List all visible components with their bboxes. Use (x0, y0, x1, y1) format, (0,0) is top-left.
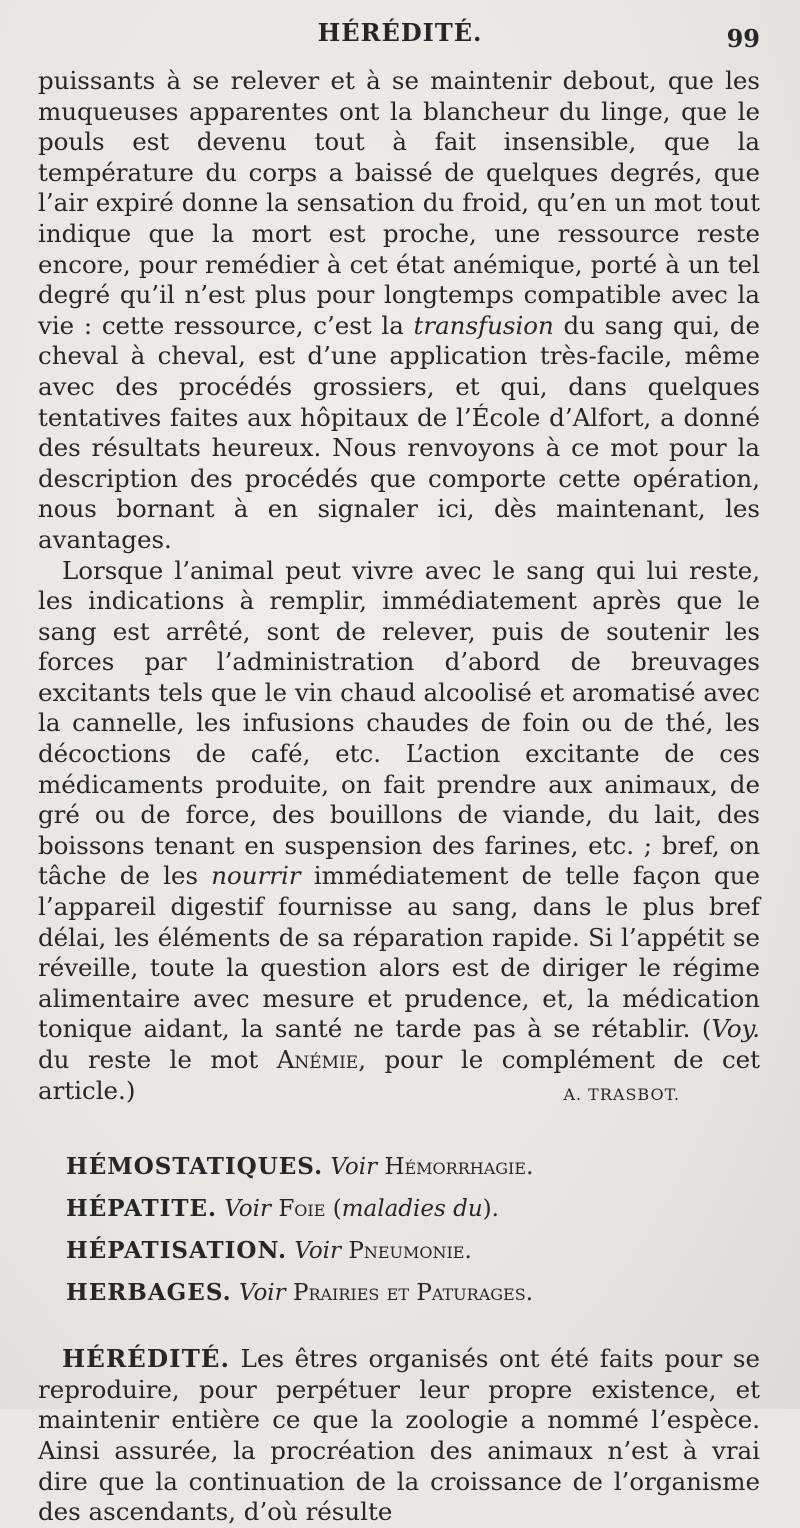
entry-voir: Voir (238, 1280, 286, 1307)
p2-text-g: , pour le complément de cet article.) (38, 1045, 761, 1105)
entry-herbages (66, 1272, 760, 1314)
entry-hepatisation (66, 1230, 760, 1272)
p2-ref-anemie: Anémie (276, 1045, 359, 1074)
author-signature: A. TRASBOT. (563, 1084, 680, 1104)
entry-target: Hémorrhagie (384, 1154, 527, 1181)
p2-text-e: du reste le mot (38, 1045, 277, 1074)
entry-head: HÉPATISATION. (66, 1237, 288, 1265)
entry-target: Foie (278, 1196, 326, 1223)
cross-reference-list (38, 1146, 760, 1314)
entry-target: Pneumonie (348, 1238, 465, 1265)
entry-head: HÉPATITE. (66, 1195, 217, 1223)
page-header (0, 18, 800, 58)
paragraph-transfusion (38, 66, 760, 556)
entry-extra: maladies du (341, 1196, 483, 1223)
paragraph-indications (38, 556, 760, 1107)
entry-voir: Voir (330, 1154, 378, 1181)
entry-suffix: . (526, 1154, 534, 1181)
p1-term-transfusion: transfusion (413, 310, 554, 340)
entry-hepatite: HÉPATITE. Voir Foie (maladies du). (66, 1195, 499, 1223)
entry-head: HERBAGES. (66, 1279, 232, 1307)
body-text (38, 66, 760, 1528)
p1-text-c: du sang qui, de cheval à cheval, est d’une application très-facile, même avec des procédés grossiers, et qui, dans quelques tentatives faites aux hôpitaux de l’École d’Alfort, a donné des résultats heureux. Nous renvoyons à ce mot pour la description des procédés que comporte cette opération, nous bornant à en signaler ici, dès maintenant, les avantages. (38, 310, 760, 554)
p2-text-a: Lorsque l’animal peut vivre avec le sang qui lui reste, les indications à remplir, immédiatement après que le sang est arrêté, sont de relever, puis de soutenir les forces par l’administration d’abord de breuvages excitants tels que le vin chaud alcoolisé et aromatisé avec la cannelle, les infusions chaudes de foin ou de thé, les décoctions de café, etc. L’action excitante de ces médicaments produite, on fait prendre aux animaux, de gré ou de force, des bouillons de viande, du lait, des boissons tenant en suspension des farines, etc. ; bref, on tâche de les (38, 555, 760, 891)
p1-text-a: puissants à se relever et à se maintenir debout, que les muqueuses apparentes ont la blancheur du linge, que le pouls est devenu tout à fait insensible, que la température du corps a baissé de quelques degrés, que l’air expiré donne la sensation du froid, qu’en un mot tout indique que la mort est proche, une ressource reste encore, pour remédier à cet état anémique, porté à un tel degré qu’il n’est plus pour longtemps compatible avec la vie : cette ressource, c’est la (38, 66, 760, 340)
entry-target: Prairies et Paturages (292, 1280, 526, 1307)
page-number: 99 (726, 24, 760, 53)
entry-suffix: . (525, 1280, 533, 1307)
entry-head: HÉMOSTATIQUES. (66, 1153, 324, 1181)
entry-suffix: . (464, 1238, 472, 1265)
entry-hemostatiques (66, 1146, 760, 1188)
running-head: HÉRÉDITÉ. (317, 18, 483, 47)
entry-voir: Voir (224, 1196, 272, 1223)
p2-voy: Voy. (711, 1014, 760, 1044)
paragraph-heredite (38, 1344, 760, 1528)
entry-suffix: ). (482, 1196, 499, 1223)
heredite-text: Les êtres organisés ont été faits pour se reproduire, pour perpétuer leur propre existence, et maintenir entière ce que la zoologie a nommé l’espèce. Ainsi assurée, la procréation des animaux n’est à vrai dire que la continuation de la croissance de l’organisme des ascendants, d’où résulte (38, 1344, 760, 1527)
entry-voir: Voir (294, 1238, 342, 1265)
p2-text-c: immédiatement de telle façon que l’appareil digestif fournisse au sang, dans le plus bref délai, les éléments de sa réparation rapide. Si l’appétit se réveille, toute la question alors est de diriger le régime alimentaire avec mesure et prudence, et, la médication tonique aidant, la santé ne tarde pas à se rétablir. ( (38, 861, 760, 1044)
heredite-head: HÉRÉDITÉ. (62, 1344, 230, 1374)
p2-term-nourrir: nourrir (211, 861, 301, 891)
